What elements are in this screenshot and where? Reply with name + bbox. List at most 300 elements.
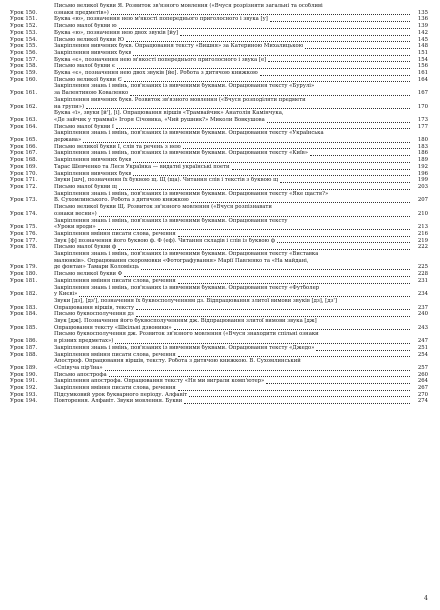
title-line [54,258,428,265]
title-text: Закріплення вивчених букв [54,49,132,56]
title-text: в різних предметах») [54,338,114,345]
page-ref: 156 [417,63,428,70]
dot-leader [280,181,410,183]
lesson-number: Урок 192. [10,385,38,392]
title-text: Письмо апострофа [54,371,107,378]
lesson-title [54,37,428,44]
title-line [54,23,428,30]
lesson-title [54,204,428,217]
page-ref: 251 [417,344,428,351]
title-text: Письмо буквосполучення дж. Розвиток зв'язного мовлення («Вчуся знаходити спільні ознаки [54,331,319,338]
lesson-title [54,23,428,30]
dot-leader [99,215,410,217]
lesson-number: Урок 171. [10,177,38,184]
title-line [54,251,428,258]
lesson-title [54,3,428,16]
lesson-title [54,144,428,151]
lesson-number: Урок 165. [10,137,38,144]
dot-leader [86,107,410,109]
dot-leader [191,201,410,203]
lesson-title [54,124,428,131]
title-text: Письмо великої букви Я. Розвиток зв'язного мовлення («Вчуся розрізняти загальні та особливі [54,3,323,9]
page-ref: 207 [417,197,428,204]
toc-entry [10,144,428,151]
lesson-title [54,177,428,184]
title-line [54,150,428,157]
lesson-title [54,398,428,405]
title-text: Закріплення знань і вмінь, пов'язаних із вивченими буквами. Опрацювання тексту [54,217,288,224]
toc-entry [10,331,428,344]
toc-entry [10,171,428,178]
lesson-number: Урок 185. [10,324,38,331]
title-line [54,211,428,218]
toc-entry [10,77,428,84]
dot-leader [126,40,410,42]
lesson-title [54,231,428,238]
dot-leader [130,94,410,96]
title-line [54,50,428,57]
toc-entry [10,50,428,57]
title-text: де фонтан» Тамари Коломієць [54,264,139,271]
dot-leader [178,235,410,237]
title-line [54,224,428,231]
toc-entry [10,3,428,16]
page-ref: 270 [417,391,428,398]
toc-entry [10,130,428,143]
dot-leader [189,395,410,397]
page-ref: 167 [417,90,428,97]
title-text: Письмо великої букви Ю [54,36,125,43]
title-line [54,318,428,325]
dot-leader [136,315,410,317]
dot-leader [141,268,410,270]
page-ref: 216 [417,230,428,237]
title-text: «Уроки вроди» [54,224,96,231]
title-line [54,204,428,211]
toc-entry [10,218,428,231]
lesson-number: Урок 174. [10,210,38,217]
title-line [54,365,428,372]
dot-leader [305,47,410,49]
page-ref: 183 [417,143,428,150]
lesson-number: Урок 188. [10,351,38,358]
page-ref: 213 [417,224,428,231]
lesson-number: Урок 151. [10,16,38,23]
title-text: Апостроф. Опрацювання віршів, тексту. Робота з дитячою книжкою. В. Сухомлинський [54,358,301,365]
toc-entry [10,244,428,251]
title-text: Закріплення вивчених букв. Розвиток зв'язного мовлення («Вчуся розподіляти предмети [54,96,306,103]
title-text: В. Сухомлинського. Робота з дитячою книжкою [54,197,189,204]
toc-entry [10,97,428,110]
title-text: Письмо великої букви Ф [54,271,123,278]
toc-entry [10,110,428,123]
lesson-number: Урок 161. [10,90,38,97]
lesson-title [54,30,428,37]
lesson-title [54,385,428,392]
dot-leader [178,282,410,284]
page-ref: 199 [417,177,428,184]
lesson-title [54,110,428,123]
page-ref: 135 [417,9,428,16]
lesson-number: Урок 162. [10,103,38,110]
lesson-title [54,171,428,178]
title-text: Письмо малої букви є [54,63,115,70]
lesson-title [54,271,428,278]
toc-entry [10,392,428,399]
dot-leader [260,74,410,76]
dot-leader [133,161,410,163]
page-ref: 243 [417,324,428,331]
title-line [54,372,428,379]
page-number: 4 [424,595,428,602]
page-ref: 145 [417,36,428,43]
lesson-title [54,345,428,352]
lesson-number: Урок 180. [10,271,38,278]
title-text: за Валентиною Коваленко [54,90,129,97]
title-text: Закріплення вміння писати слова, речення [54,351,176,358]
dot-leader [79,295,410,297]
toc-entry [10,184,428,191]
dot-leader [277,241,410,243]
lesson-title [54,298,428,311]
toc-entry [10,345,428,352]
lesson-number: Урок 189. [10,364,38,371]
page-ref: 180 [417,137,428,144]
toc-entry [10,83,428,96]
lesson-title [54,57,428,64]
lesson-number: Урок 172. [10,183,38,190]
title-line [54,298,428,305]
title-line [54,358,428,365]
lesson-title [54,372,428,379]
title-line [54,16,428,23]
dot-leader [98,228,410,230]
lesson-title [54,244,428,251]
title-text: ознаки весни») [54,210,97,217]
page-ref: 154 [417,56,428,63]
lesson-number: Урок 182. [10,291,38,298]
title-line [54,144,428,151]
dot-leader [105,369,410,371]
toc-entry [10,150,428,157]
toc-entry [10,285,428,298]
page-ref: 189 [417,157,428,164]
title-text: Закріплення знань і вмінь, пов'язаних із вивченими буквами. Опрацювання тексту «Виставка [54,251,319,258]
lesson-number: Урок 168. [10,157,38,164]
lesson-title [54,378,428,385]
toc-entry [10,385,428,392]
lesson-number: Урок 184. [10,311,38,318]
title-line [54,271,428,278]
dot-leader [183,147,410,149]
toc-entry [10,278,428,285]
title-line [54,37,428,44]
lesson-number: Урок 177. [10,237,38,244]
title-text: Буква «ї», звуки [й'], [і]. Опрацювання віршів «Трамвайчик» Анатолія Камінчука, [54,110,284,117]
dot-leader [232,168,410,170]
lesson-number: Урок 152. [10,23,38,30]
title-line [54,77,428,84]
lesson-number: Урок 157. [10,56,38,63]
lesson-title [54,278,428,285]
page-ref: 274 [417,398,428,405]
title-line [54,90,428,97]
title-line [54,305,428,312]
title-text: Письмо малої букви ю [54,23,117,30]
title-text: Закріплення знань і вмінь, пов'язаних із вивченими буквами. Опрацювання тексту «Джедо» [54,344,315,351]
title-line [54,311,428,318]
title-line [54,197,428,204]
lesson-number: Урок 187. [10,344,38,351]
title-line [54,137,428,144]
toc-entry [10,352,428,359]
lesson-title [54,358,428,371]
title-text: Закріплення вивчених букв. Опрацювання тексту «Вишня» за Катериною Михалицькою [54,43,304,50]
lesson-title [54,83,428,96]
lesson-number: Урок 191. [10,378,38,385]
title-line [54,10,428,17]
title-line [54,30,428,37]
title-text: держава» [54,137,82,144]
toc-entry [10,238,428,245]
title-line [54,238,428,245]
dot-leader [133,54,410,56]
lesson-number: Урок 153. [10,29,38,36]
page-ref: 177 [417,123,428,130]
title-text: Звук [дж]. Позначення його буквосполученням дж. Відпрацювання злитої вимови звука [дж] [54,318,317,325]
title-text: ознаки предметів») [54,9,109,16]
lesson-title [54,218,428,231]
dot-leader [119,188,410,190]
title-line [54,184,428,191]
lesson-title [54,318,428,331]
dot-leader [124,275,410,277]
dot-leader [119,27,410,29]
lesson-number: Урок 193. [10,391,38,398]
title-line [54,331,428,338]
lesson-number: Урок 150. [10,9,38,16]
title-text: Тарас Шевченко та Леся Українка — видатні українські поети [54,163,230,170]
dot-leader [266,382,410,384]
toc-entry [10,37,428,44]
lesson-title [54,43,428,50]
title-line [54,57,428,64]
title-text: Звук [ф] позначення його буквою ф. Ф (еф). Читання складів і слів із буквою ф [54,237,275,244]
lesson-number: Урок 167. [10,150,38,157]
dot-leader [267,121,410,123]
title-line [54,345,428,352]
lesson-number: Урок 164. [10,123,38,130]
lesson-number: Урок 154. [10,36,38,43]
dot-leader [316,349,410,351]
toc-entry [10,298,428,311]
toc-entry [10,164,428,171]
page-ref: 173 [417,116,428,123]
title-text: у Києві» [54,291,78,298]
title-text: Повторення. Алфавіт. Звуки мовлення. Букви [54,398,183,405]
lesson-title [54,150,428,157]
page-ref: 170 [417,103,428,110]
toc-entry [10,318,428,331]
toc-entry [10,124,428,131]
dot-leader [180,34,410,36]
page-ref: 228 [417,271,428,278]
lesson-title [54,352,428,359]
title-line [54,338,428,345]
title-line [54,83,428,90]
dot-leader [136,308,410,310]
lesson-number: Урок 176. [10,230,38,237]
lesson-number: Урок 173. [10,197,38,204]
title-text: Буква «ю», позначення нею м'якості попереднього приголосного і звука [у] [54,16,268,23]
title-line [54,157,428,164]
page-ref: 203 [417,183,428,190]
lesson-title [54,97,428,110]
title-line [54,398,428,405]
title-line [54,171,428,178]
dot-leader [270,20,410,22]
toc-entry [10,57,428,64]
page-ref: 254 [417,351,428,358]
toc-entry [10,251,428,271]
lesson-number: Урок 194. [10,398,38,405]
toc-entry [10,177,428,184]
page-ref: 247 [417,338,428,345]
toc-entry [10,16,428,23]
title-line [54,218,428,225]
title-line [54,352,428,359]
lesson-title [54,77,428,84]
toc-entry [10,378,428,385]
title-text: Письмо великої букви Є [54,76,122,83]
dot-leader [178,389,410,391]
title-line [54,191,428,198]
page-ref: 136 [417,16,428,23]
title-text: Підсумковий урок букварного періоду. Алфавіт [54,391,188,398]
toc-entry [10,204,428,217]
title-line [54,325,428,332]
toc-entry [10,398,428,405]
lesson-number: Урок 179. [10,264,38,271]
dot-leader [133,174,410,176]
title-text: Буква «є», позначення нею двох звуків [йе]. Робота з дитячою книжкою [54,70,258,77]
toc-entry [10,23,428,30]
page-ref: 257 [417,364,428,371]
lesson-title [54,16,428,23]
lesson-number: Урок 183. [10,304,38,311]
page-ref: 164 [417,76,428,83]
title-line [54,110,428,117]
page-ref: 219 [417,237,428,244]
dot-leader [117,67,410,69]
toc-entry [10,43,428,50]
lesson-number: Урок 186. [10,338,38,345]
title-line [54,291,428,298]
toc-entry [10,157,428,164]
dot-leader [111,13,410,15]
lesson-title [54,191,428,204]
lesson-title [54,157,428,164]
title-line [54,124,428,131]
title-text: Звуки [дз], [дз'], позначення їх буквосполученням дз. Відпрацювання злитої вимови звуків [дз], [дз'] [54,297,337,304]
title-text: Письмо малої букви ф [54,244,117,251]
title-text: малюнків». Опрацювання скоромовки «Фотографування» Марії Павленко та «На майдані, [54,257,309,264]
page-ref: 267 [417,385,428,392]
title-text: Письмо малої букви ї [54,123,114,130]
title-line [54,177,428,184]
title-text: Закріплення вивчених букв [54,157,132,164]
title-line [54,63,428,70]
toc-entry [10,358,428,371]
title-text: Буква «є», позначення нею м'якості попереднього приголосного і звука [е] [54,56,267,63]
page-ref: 196 [417,170,428,177]
title-line [54,3,428,10]
title-text: Закріплення знань і вмінь, пов'язаних із вивченими буквами. Опрацювання тексту «Українська [54,130,324,137]
lesson-title [54,392,428,399]
page-ref: 237 [417,304,428,311]
dot-leader [178,355,410,357]
dot-leader [115,342,410,344]
lesson-title [54,331,428,344]
page-ref: 240 [417,311,428,318]
title-line [54,117,428,124]
title-line [54,285,428,292]
page-ref: 151 [417,49,428,56]
table-of-contents [10,3,428,405]
toc-entry [10,191,428,204]
lesson-title [54,251,428,271]
title-line [54,264,428,271]
page-ref: 264 [417,378,428,385]
page-ref: 234 [417,291,428,298]
title-line [54,70,428,77]
page-ref: 186 [417,150,428,157]
dot-leader [118,248,410,250]
title-line [54,231,428,238]
lesson-number: Урок 181. [10,277,38,284]
lesson-title [54,63,428,70]
lesson-number: Урок 160. [10,76,38,83]
toc-entry [10,311,428,318]
title-line [54,104,428,111]
lesson-number: Урок 175. [10,224,38,231]
title-text: «Співуча пір'їна» [54,364,103,371]
toc-entry [10,70,428,77]
title-text: Письмо великої букви Ї, слів та речень з нею [54,143,181,150]
toc-entry [10,30,428,37]
page-ref: 161 [417,70,428,77]
dot-leader [184,402,410,404]
lesson-number: Урок 178. [10,244,38,251]
title-text: Опрацювання тексту «Шкільні дзвоники» [54,324,172,331]
title-text: Закріплення вивчених букв [54,170,132,177]
toc-entry [10,231,428,238]
title-line [54,278,428,285]
page-ref: 148 [417,43,428,50]
title-text: Закріплення знань і вмінь, пов'язаних із вивченими буквами. Опрацювання тексту «Київ» [54,150,308,157]
toc-entry [10,372,428,379]
page-ref: 210 [417,210,428,217]
lesson-number: Урок 166. [10,143,38,150]
dot-leader [268,60,410,62]
lesson-title [54,164,428,171]
lesson-title [54,130,428,143]
dot-leader [109,375,410,377]
title-text: Закріплення вміння писати слова, речення [54,385,176,392]
title-text: Закріплення апострофа. Опрацювання тексту «Ня ми виграли комп'ютер» [54,378,265,385]
page-ref: 231 [417,277,428,284]
title-line [54,378,428,385]
